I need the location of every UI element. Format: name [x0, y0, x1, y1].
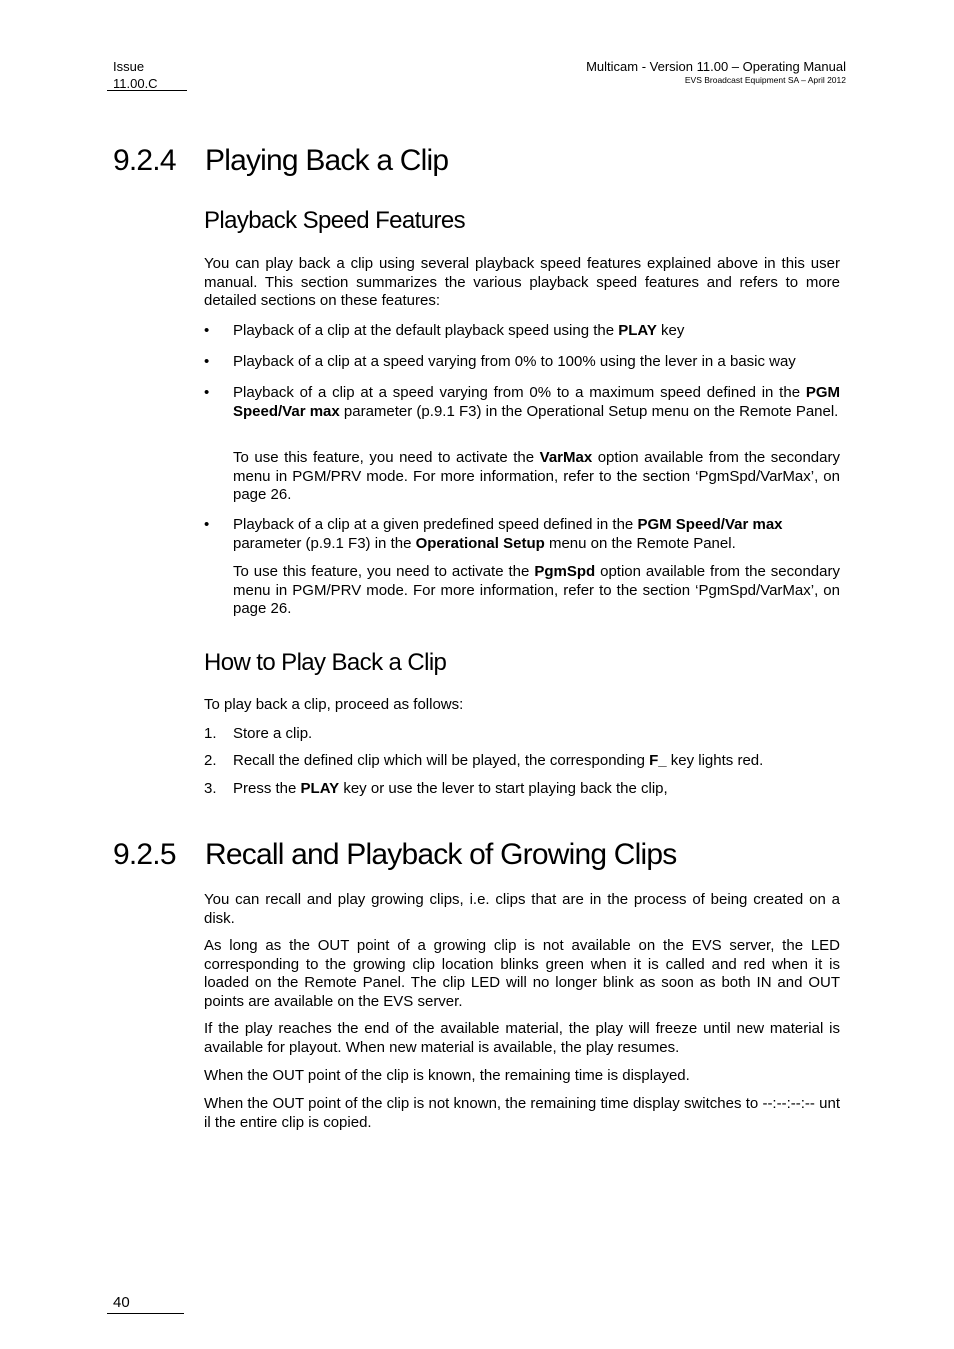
- step-item: [204, 752, 840, 771]
- bullet-text: Playback of a clip at a speed varying from 0% to a maximum speed defined in the PGM Speed/Var max parameter (p.9.1 F3) in the Operational Setup menu on the Remote Panel.: [233, 384, 840, 420]
- bullet-icon: •: [204, 322, 210, 339]
- how-to-intro: To play back a clip, proceed as follows:: [204, 696, 464, 713]
- bullet-item: [204, 384, 840, 421]
- step-number: 2.: [204, 752, 217, 769]
- page-number: 40: [113, 1294, 130, 1311]
- bullet-icon: •: [204, 384, 210, 401]
- header-rule: [107, 90, 187, 91]
- step-text: Recall the defined clip which will be played, the corresponding F_ key lights red.: [233, 752, 764, 769]
- footer-rule: [107, 1313, 184, 1314]
- subheading-speed-features: Playback Speed Features: [204, 207, 466, 234]
- subheading-how-to: How to Play Back a Clip: [204, 649, 447, 676]
- bullet-icon: •: [204, 516, 210, 533]
- section-number: 9.2.4: [113, 144, 176, 177]
- bullet-text: Playback of a clip at a speed varying from 0% to 100% using the lever in a basic way: [233, 353, 796, 370]
- bullet-icon: •: [204, 353, 210, 370]
- bullet-note: To use this feature, you need to activate the PgmSpd option available from the secondary menu in PGM/PRV mode. For more information, refer to the section ‘PgmSpd/VarMax’, on page 26.: [233, 563, 840, 617]
- growing-paragraph-4: When the OUT point of the clip is known, the remaining time is displayed.: [204, 1067, 690, 1084]
- step-text: Store a clip.: [233, 725, 313, 742]
- growing-paragraph-1: You can recall and play growing clips, i.e. clips that are in the process of being created on a disk.: [204, 891, 840, 927]
- step-item: [204, 725, 840, 744]
- step-item: [204, 780, 840, 799]
- header-title-block: [586, 58, 846, 86]
- step-number: 3.: [204, 780, 217, 797]
- speed-intro-paragraph: You can play back a clip using several playback speed features explained above in this user manual. This section summarizes the various playback speed features and refers to more detailed sections on these features:: [204, 255, 840, 309]
- section-number: 9.2.5: [113, 838, 176, 871]
- growing-paragraph-3: If the play reaches the end of the available material, the play will freeze until new material is available for playout. When new material is available, the play resumes.: [204, 1020, 840, 1056]
- manual-title: Multicam - Version 11.00 – Operating Manual: [586, 59, 846, 74]
- issue-number: 11.00.C: [113, 76, 158, 91]
- issue-label: Issue: [113, 59, 145, 74]
- bullet-text: Playback of a clip at a given predefined speed defined in the PGM Speed/Var max parameter (p.9.1 F3) in the Operational Setup menu on the Remote Panel.: [233, 516, 783, 552]
- issue-block: [113, 58, 158, 92]
- bullet-item: [204, 353, 840, 372]
- section-title: Recall and Playback of Growing Clips: [205, 838, 677, 871]
- section-title: Playing Back a Clip: [205, 144, 449, 177]
- bullet-note: To use this feature, you need to activate the VarMax option available from the secondary menu in PGM/PRV mode. For more information, refer to the section ‘PgmSpd/VarMax’, on page 26.: [233, 449, 840, 503]
- step-text: Press the PLAY key or use the lever to start playing back the clip,: [233, 780, 668, 797]
- bullet-text: Playback of a clip at the default playback speed using the PLAY key: [233, 322, 685, 339]
- growing-paragraph-5: When the OUT point of the clip is not known, the remaining time display switches to --:--:--:-- until the entire clip is copied.: [204, 1095, 840, 1131]
- bullet-item: [204, 516, 840, 553]
- step-number: 1.: [204, 725, 217, 742]
- growing-paragraph-2: As long as the OUT point of a growing clip is not available on the EVS server, the LED corresponding to the growing clip location blinks green when it is called and red when it is loaded on the Remote Panel. The clip LED will no longer blink as soon as both IN and OUT points are available on the EVS server.: [204, 937, 840, 1010]
- bullet-item: [204, 322, 840, 341]
- manual-subtitle: EVS Broadcast Equipment SA – April 2012: [684, 75, 846, 85]
